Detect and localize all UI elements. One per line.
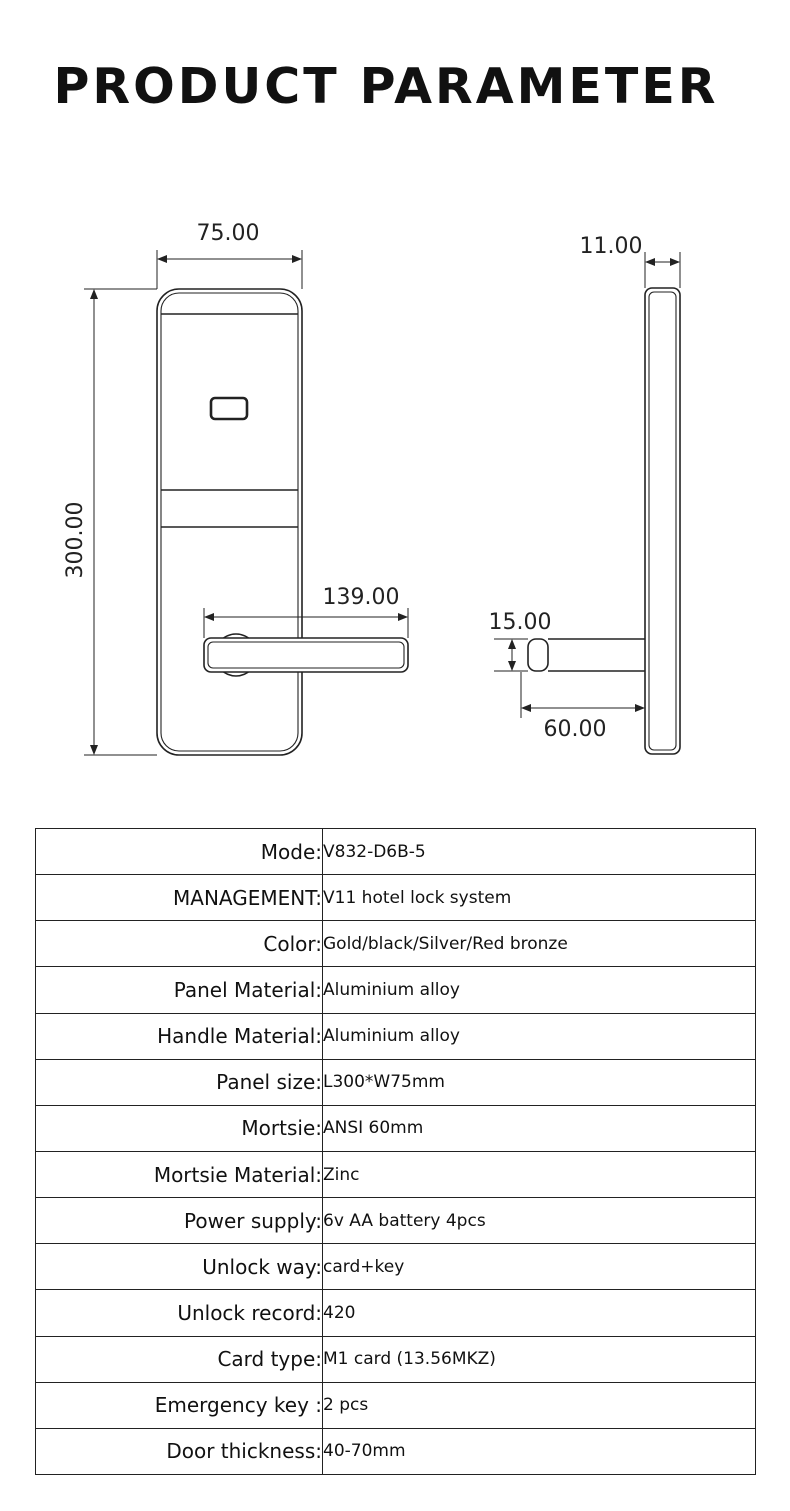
side-handle-end [528,639,548,671]
parameter-label: Emergency key : [36,1382,323,1428]
parameter-label: Mode: [36,829,323,875]
parameter-value: 6v AA battery 4pcs [323,1198,756,1244]
parameter-row [36,875,756,921]
parameter-label: Handle Material: [36,1013,323,1059]
parameter-value: card+key [323,1244,756,1290]
side-panel [645,288,680,754]
parameter-value: M1 card (13.56MKZ) [323,1336,756,1382]
parameter-row [36,1428,756,1474]
side-view-dimensions [494,252,680,718]
parameter-row [36,829,756,875]
handle-lever [204,638,408,672]
parameter-label: Power supply: [36,1198,323,1244]
parameter-value: 40-70mm [323,1428,756,1474]
parameter-row [36,921,756,967]
parameter-label: Unlock way: [36,1244,323,1290]
parameter-label: Panel size: [36,1059,323,1105]
parameter-label: Card type: [36,1336,323,1382]
parameter-label: Panel Material: [36,967,323,1013]
parameter-label: MANAGEMENT: [36,875,323,921]
panel-thickness-label: 11.00 [579,234,643,259]
panel-width-label: 75.00 [196,221,260,246]
page-title: PRODUCT PARAMETER [53,58,719,115]
parameter-row [36,1382,756,1428]
parameter-value: L300*W75mm [323,1059,756,1105]
handle-height-label: 15.00 [488,610,552,635]
side-view [528,288,680,754]
parameter-value: Gold/black/Silver/Red bronze [323,921,756,967]
parameter-row [36,1105,756,1151]
parameter-value: V832-D6B-5 [323,829,756,875]
parameter-row [36,1290,756,1336]
handle-length-label: 139.00 [322,585,400,610]
parameter-value: V11 hotel lock system [323,875,756,921]
parameter-value: Aluminium alloy [323,1013,756,1059]
parameter-row [36,1198,756,1244]
parameter-row [36,1336,756,1382]
lock-panel-inner [161,293,298,751]
parameter-value: Aluminium alloy [323,967,756,1013]
parameter-value: 420 [323,1290,756,1336]
parameter-row [36,1059,756,1105]
panel-height-label: 300.00 [63,501,88,579]
front-view-dimensions [84,250,408,755]
parameter-label: Unlock record: [36,1290,323,1336]
parameter-label: Color: [36,921,323,967]
card-reader-icon [211,398,247,419]
parameter-value: ANSI 60mm [323,1105,756,1151]
parameter-label: Mortsie Material: [36,1151,323,1197]
parameter-row [36,1244,756,1290]
parameter-label: Mortsie: [36,1105,323,1151]
parameter-row [36,1151,756,1197]
parameter-row [36,1013,756,1059]
parameter-label: Door thickness: [36,1428,323,1474]
parameter-value: 2 pcs [323,1382,756,1428]
parameter-table [35,828,756,1475]
front-view [157,289,408,755]
parameter-row [36,967,756,1013]
handle-depth-label: 60.00 [543,717,607,742]
lock-panel [157,289,302,755]
parameter-value: Zinc [323,1151,756,1197]
